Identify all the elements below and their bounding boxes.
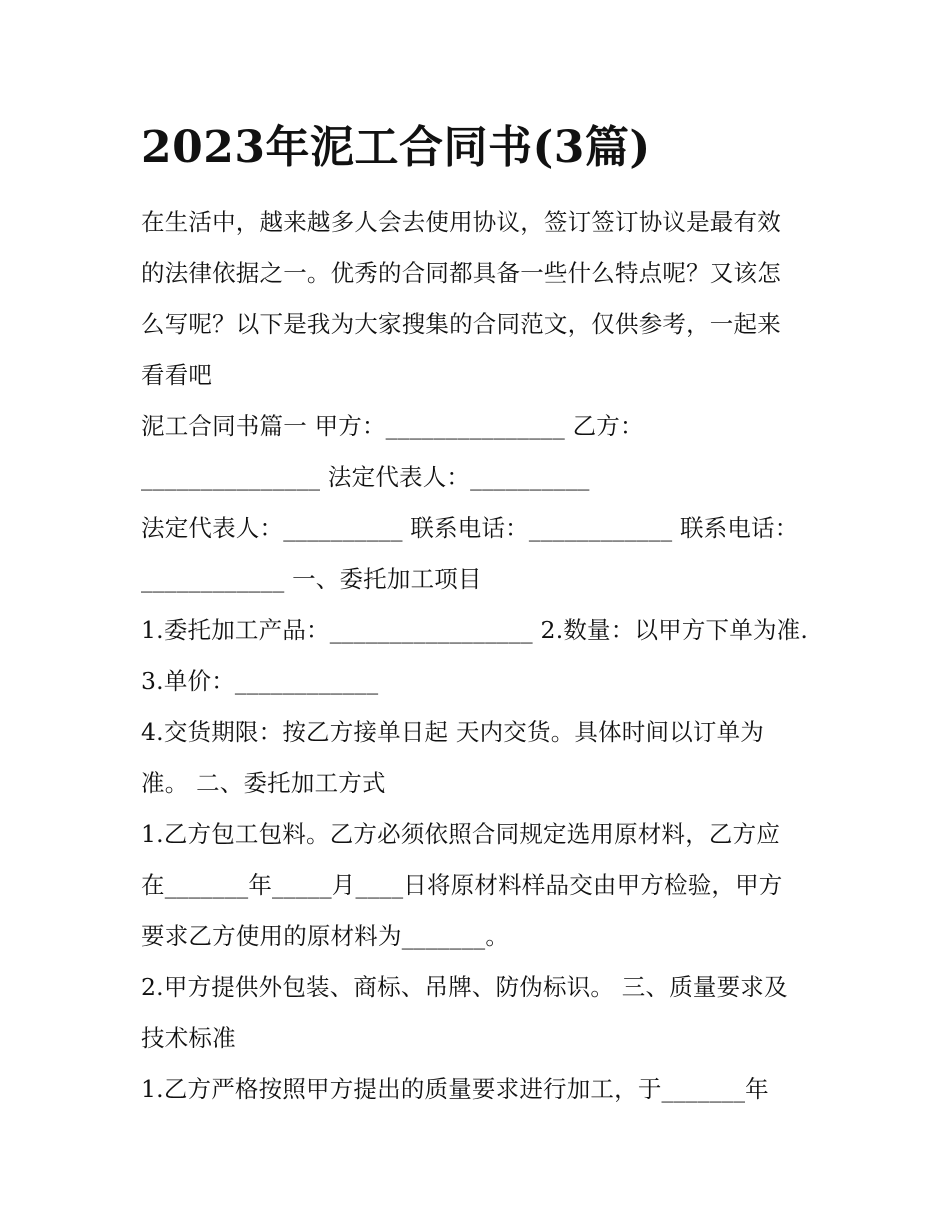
document-body bbox=[141, 197, 821, 1115]
clause-1-3-line: 3.单价：____________ bbox=[141, 667, 379, 695]
intro-line-2: 的法律依据之一。优秀的合同都具备一些什么特点呢？又该怎 bbox=[141, 259, 781, 287]
clause-1-4-line: 4.交货期限：按乙方接单日起 天内交货。具体时间以订单为 bbox=[141, 718, 764, 746]
clause-1-1-line: 1.委托加工产品：_________________ 2.数量：以甲方下单为准. bbox=[141, 616, 809, 644]
section-1-heading-line: ____________ 一、委托加工项目 bbox=[141, 565, 482, 593]
section-2-heading-line: 准。 二、委托加工方式 bbox=[141, 769, 386, 797]
intro-line-4: 看看吧 bbox=[141, 361, 213, 389]
clause-2-1-line-3: 要求乙方使用的原材料为_______。 bbox=[141, 922, 510, 950]
section-3-heading-line: 技术标准 bbox=[141, 1024, 236, 1052]
parties-line-2: _______________ 法定代表人：__________ bbox=[141, 463, 590, 491]
document-title: 2023年泥工合同书(3篇) bbox=[141, 122, 651, 173]
intro-line-3: 么写呢？以下是我为大家搜集的合同范文，仅供参考，一起来 bbox=[141, 310, 781, 338]
clause-3-1-line: 1.乙方严格按照甲方提出的质量要求进行加工，于_______年 bbox=[141, 1075, 769, 1103]
contact-line-1: 法定代表人：__________ 联系电话：____________ 联系电话： bbox=[141, 514, 799, 542]
clause-2-1-line-2: 在_______年_____月____日将原材料样品交由甲方检验，甲方 bbox=[141, 871, 783, 899]
parties-line-1: 泥工合同书篇一 甲方：_______________ 乙方： bbox=[141, 412, 644, 440]
clause-2-1-line-1: 1.乙方包工包料。乙方必须依照合同规定选用原材料，乙方应 bbox=[141, 820, 781, 848]
intro-line-1: 在生活中，越来越多人会去使用协议，签订签订协议是最有效 bbox=[141, 208, 781, 236]
clause-2-2-line: 2.甲方提供外包装、商标、吊牌、防伪标识。 三、质量要求及 bbox=[141, 973, 788, 1001]
